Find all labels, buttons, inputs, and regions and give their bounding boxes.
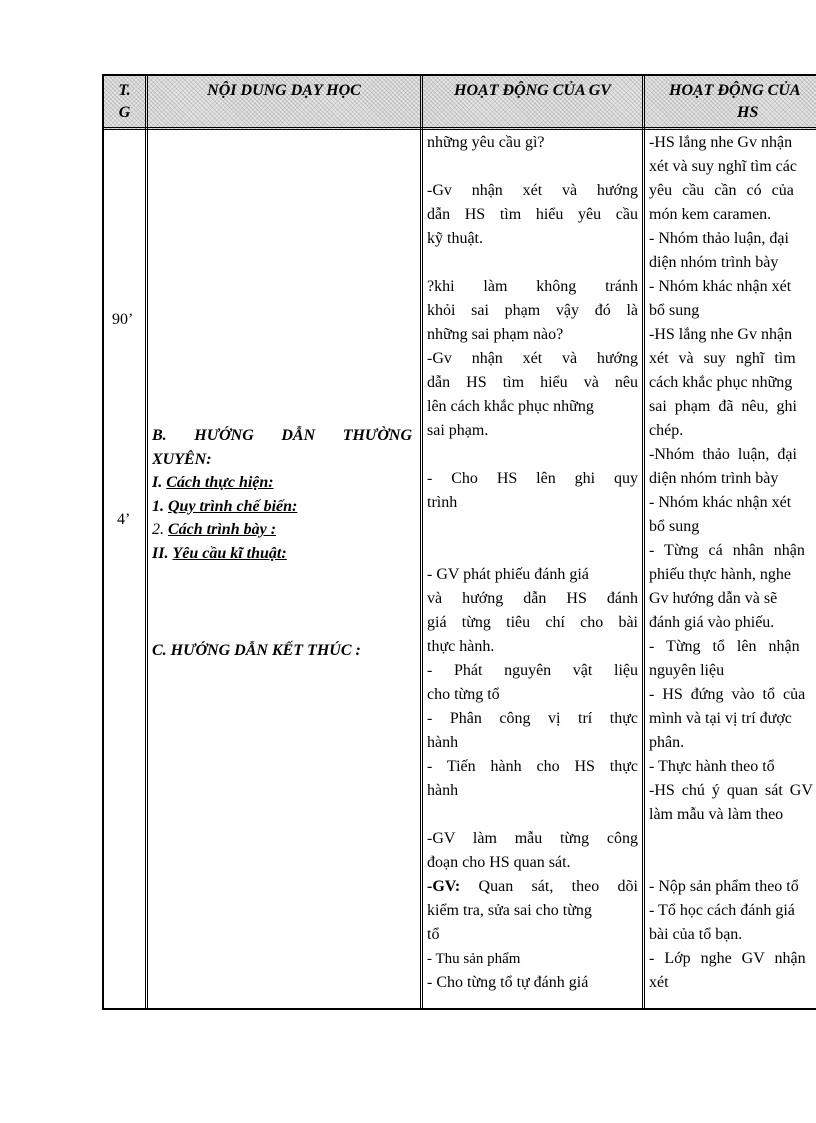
gv-line: dẫn HS tìm hiểu yêu cầu: [427, 206, 638, 223]
column-divider: [145, 76, 148, 1008]
gv-line: dẫn HS tìm hiểu và nêu: [427, 374, 638, 391]
item-i: [152, 471, 412, 495]
hs-line: - Nhóm khác nhận xét: [649, 278, 792, 295]
item-ii-number: II.: [152, 544, 169, 562]
hs-line: phiếu thực hành, nghe: [649, 566, 791, 583]
gv-line: kiểm tra, sửa sai cho từng: [427, 902, 592, 919]
header-time-line1: T.: [118, 82, 131, 99]
content-column: [152, 424, 412, 565]
gv-line: giá từng tiêu chí cho bài: [427, 614, 638, 631]
gv-line: -GV làm mẫu từng công: [427, 830, 638, 847]
gv-spacer: [427, 539, 638, 563]
hs-line: xét: [649, 974, 669, 991]
student-activity-column: [649, 131, 816, 995]
hs-line: diện nhóm trình bày: [649, 470, 779, 487]
gv-line: - GV phát phiếu đánh giá: [427, 566, 589, 583]
column-divider: [420, 76, 423, 1008]
hs-line: - Nhóm khác nhận xét: [649, 494, 792, 511]
gv-line: - Tiến hành cho HS thực: [427, 758, 638, 775]
header-time-line2: G: [118, 104, 131, 121]
gv-line: đoạn cho HS quan sát.: [427, 854, 571, 871]
hs-line: -Nhóm thảo luận, đại: [649, 446, 797, 463]
time-90: 90’: [112, 311, 134, 328]
gv-line: - Phân công vị trí thực: [427, 710, 638, 727]
hs-line: chép.: [649, 422, 684, 439]
hs-line: - HS đứng vào tổ của: [649, 686, 806, 703]
gv-line: trình: [427, 494, 458, 511]
gv-line: -Gv nhận xét và hướng: [427, 182, 638, 199]
header-student-line1: HOẠT ĐỘNG CỦA: [669, 82, 801, 99]
gv-line: thực hành.: [427, 638, 495, 655]
section-b-heading-cont: XUYÊN:: [152, 450, 212, 468]
gv-line: hành: [427, 734, 459, 751]
gv-line: những yêu cầu gì?: [427, 134, 545, 151]
hs-spacer: [649, 851, 816, 875]
hs-line: đánh giá vào phiếu.: [649, 614, 775, 631]
header-student-line2: HS: [737, 104, 759, 121]
hs-line: làm mẫu và làm theo: [649, 806, 784, 823]
gv-line: - Cho HS lên ghi quy: [427, 470, 638, 487]
hs-line: sai phạm đã nêu, ghi: [649, 398, 797, 415]
header-content: NỘI DUNG DẠY HỌC: [207, 82, 361, 99]
gv-line: - Cho từng tổ tự đánh giá: [427, 974, 589, 991]
hs-line: - Tổ học cách đánh giá: [649, 902, 795, 919]
gv-line: và hướng dẫn HS đánh: [427, 590, 638, 607]
item-i-text: Cách thực hiện:: [166, 474, 274, 491]
gv-line: sai phạm.: [427, 422, 489, 439]
gv-line: những sai phạm nào?: [427, 326, 564, 343]
hs-line: bổ sung: [649, 302, 700, 319]
gv-line: - Phát nguyên vật liệu: [427, 662, 638, 679]
item-ii: [152, 542, 412, 566]
gv-spacer: [427, 251, 638, 275]
hs-line: bổ sung: [649, 518, 700, 535]
hs-line: - Lớp nghe GV nhận: [649, 950, 806, 967]
hs-line: bài của tổ bạn.: [649, 926, 743, 943]
hs-line: - Thực hành theo tổ: [649, 758, 775, 775]
hs-line: món kem caramen.: [649, 206, 772, 223]
item-2: [152, 518, 412, 542]
gv-line: - Thu sản phẩm: [427, 951, 521, 967]
item-1: [152, 495, 412, 519]
gv-line: hành: [427, 782, 459, 799]
hs-line: - Nhóm thảo luận, đại: [649, 230, 789, 247]
hs-line: cách khắc phục những: [649, 374, 793, 391]
hs-line: -HS lắng nhe Gv nhận: [649, 326, 793, 343]
hs-line: xét và suy nghĩ tìm các: [649, 158, 797, 175]
lesson-plan-table: [102, 74, 816, 1010]
header-time: [104, 80, 145, 124]
section-c-heading: C. HƯỚNG DẪN KẾT THÚC :: [152, 642, 361, 659]
gv-line-rest: Quan sát, theo dõi: [460, 878, 638, 895]
gv-line: ?khi làm không tránh: [427, 278, 638, 295]
hs-line: Gv hướng dẫn và sẽ: [649, 590, 778, 607]
gv-bold-label: -GV:: [427, 878, 461, 895]
hs-line: - Từng tổ lên nhận: [649, 638, 800, 655]
hs-line: phân.: [649, 734, 685, 751]
gv-line: kỹ thuật.: [427, 230, 483, 247]
gv-spacer: [427, 515, 638, 539]
column-divider: [642, 76, 645, 1008]
gv-spacer: [427, 443, 638, 467]
header-student-activity: [645, 80, 816, 124]
gv-line: -Gv nhận xét và hướng: [427, 350, 638, 367]
section-b-heading: B. HƯỚNG DẪN THƯỜNG: [152, 427, 412, 444]
gv-spacer: [427, 155, 638, 179]
hs-line: -HS lắng nhe Gv nhận: [649, 134, 793, 151]
hs-spacer: [649, 827, 816, 851]
header-teacher-activity: HOẠT ĐỘNG CỦA GV: [454, 82, 611, 99]
hs-line: diện nhóm trình bày: [649, 254, 779, 271]
hs-line: -HS chú ý quan sát GV: [649, 782, 813, 799]
hs-line: - Từng cá nhân nhận: [649, 542, 805, 559]
gv-line: lên cách khắc phục những: [427, 398, 594, 415]
item-1-text: Quy trình chế biến:: [168, 497, 298, 515]
item-i-number: I.: [152, 474, 163, 491]
gv-line: cho từng tổ: [427, 686, 500, 703]
hs-line: xét và suy nghĩ tìm: [649, 350, 796, 367]
gv-line: [427, 875, 638, 899]
hs-line: nguyên liệu: [649, 662, 725, 679]
item-ii-text: Yêu cầu kĩ thuật:: [172, 544, 287, 562]
gv-line: tổ: [427, 926, 440, 943]
item-2-text: Cách trình bày :: [168, 521, 277, 538]
hs-line: mình và tại vị trí được: [649, 710, 792, 727]
item-1-number: 1.: [152, 497, 164, 515]
item-2-number: 2.: [152, 521, 164, 538]
hs-line: - Nộp sản phẩm theo tổ: [649, 878, 799, 895]
teacher-activity-column: [427, 131, 638, 995]
gv-line: khỏi sai phạm vậy đó là: [427, 302, 638, 319]
hs-line: yêu cầu cần có của: [649, 182, 794, 199]
time-4: 4’: [117, 511, 131, 528]
gv-spacer: [427, 803, 638, 827]
